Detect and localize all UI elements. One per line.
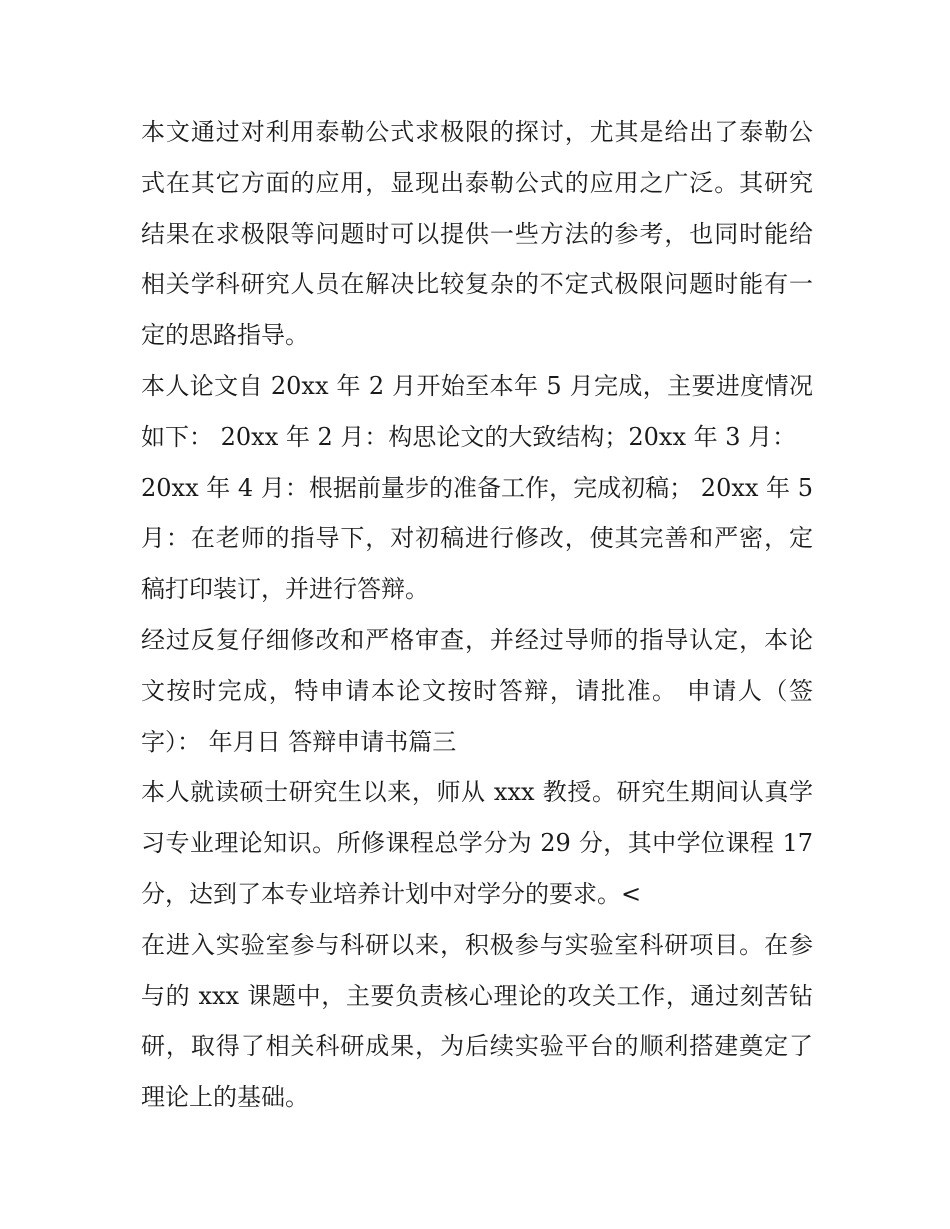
paragraph-defense-request <box>141 615 813 767</box>
text-line: 分，达到了本专业培养计划中对学分的要求。< <box>141 879 642 908</box>
text-line: 结果在求极限等问题时可以提供一些方法的参考，也同时能给 <box>141 219 813 248</box>
text-line: 20xx 年 4 月：根据前量步的准备工作，完成初稿； 20xx 年 5 <box>141 473 813 502</box>
text-line: 与的 xxx 课题中，主要负责核心理论的攻关工作，通过刻苦钻 <box>141 981 813 1010</box>
text-line: 文按时完成，特申请本论文按时答辩，请批准。 申请人（签 <box>141 676 813 705</box>
text-line: 字）： 年月日 答辩申请书篇三 <box>141 727 457 756</box>
paragraph-progress-schedule <box>141 361 813 615</box>
text-line: 相关学科研究人员在解决比较复杂的不定式极限问题时能有一 <box>141 270 813 299</box>
text-line: 月：在老师的指导下，对初稿进行修改，使其完善和严密，定 <box>141 524 813 553</box>
text-line: 本文通过对利用泰勒公式求极限的探讨，尤其是给出了泰勒公 <box>141 118 813 146</box>
text-line: 本人论文自 20xx 年 2 月开始至本年 5 月完成，主要进度情况 <box>141 371 813 400</box>
text-line: 研，取得了相关科研成果，为后续实验平台的顺利搭建奠定了 <box>141 1032 813 1061</box>
paragraph-taylor-summary <box>141 107 813 361</box>
text-line: 稿打印装订，并进行答辩。 <box>141 575 429 604</box>
text-line: 本人就读硕士研究生以来，师从 xxx 教授。研究生期间认真学 <box>141 778 813 807</box>
paragraph-graduate-study <box>141 767 813 919</box>
paragraph-lab-research <box>141 920 813 1123</box>
document-body <box>141 107 813 1123</box>
text-line: 理论上的基础。 <box>141 1083 309 1112</box>
text-line: 式在其它方面的应用，显现出泰勒公式的应用之广泛。其研究 <box>141 168 813 197</box>
text-line: 定的思路指导。 <box>141 321 309 350</box>
text-line: 在进入实验室参与科研以来，积极参与实验室科研项目。在参 <box>141 930 813 959</box>
text-line: 习专业理论知识。所修课程总学分为 29 分，其中学位课程 17 <box>141 829 813 858</box>
text-line: 如下： 20xx 年 2 月：构思论文的大致结构；20xx 年 3 月： <box>141 422 797 451</box>
text-line: 经过反复仔细修改和严格审查，并经过导师的指导认定，本论 <box>141 625 813 654</box>
